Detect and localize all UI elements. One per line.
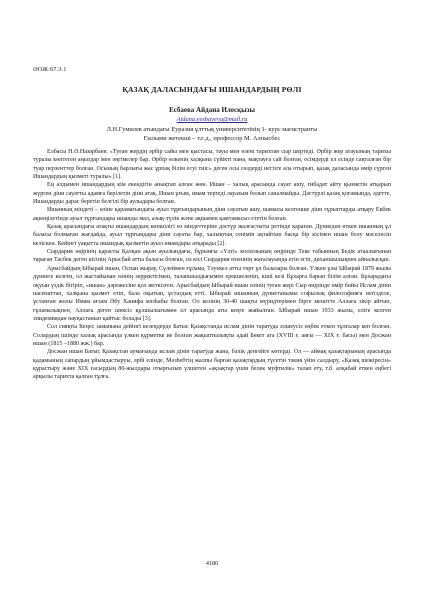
article-body bbox=[33, 148, 391, 382]
page-number: 4180 bbox=[205, 560, 219, 567]
body-paragraph: Сырдария өңірінің қарасты Қалқан ақын ауылындағы, бұрынғы «Үлгі» колхозының өңірінде Теке табынның Бедік атаалығынан тараған Тасбек деген кісінің Арысбай атты баласы болған, ол кісі Сырдария өзенінің жағалауында егін егіп, диханшылықпен айналысқан. bbox=[33, 249, 391, 264]
body-paragraph: Сол сияқты Кеңес заманына дейінгі кезеңдерде Батыс Қазақстанда ислам дінін таратуда әлшеусіз еңбек еткен тұлғалар кеп болған. Солардың ішінде халық арасында үлкен құрметке ие болған жақыптылықты адай Бекет ата (XVIII ғ. аяғы — XIX ғ. басы) мен Досжан ишан (1815 –1880 жж.) бар. bbox=[33, 324, 391, 347]
paper-title: ҚАЗАҚ ДАЛАСЫНДАҒЫ ИШАНДАРДЫҢ РӨЛІ bbox=[122, 85, 302, 94]
author-email-link[interactable]: Aidana.yesbayeva@mail.ru bbox=[176, 116, 248, 123]
body-paragraph: Досжан ишан Батыс Қазақстан аумағында ислам дінін таратуда жана, бәлік денгейге көтерді. Ол — аймақ қазақтарының арасында қадамының сапардың ұйымдастыруы, әрбі елінде, Мәзһебтің жалпы барған қазақтардың түсетін тәкия үйін салдыру, «Қазақ шежіресін» құрастыру және XIX ғасырдың 80-жылдары отырғызып үлшетен «ақзақтар үшін белек муфтилік» талап ету, т.б. алқабай еткен еңбегі арқылы тарихта қалған тұлға. bbox=[33, 349, 391, 381]
supervisor-line: Ғылыми жетекші – т.ғ.д., профессор М. Алпысбес bbox=[143, 135, 281, 142]
affiliation-line: Л.Н.Гумилев атындағы Еуразия ұлттық университетінің 1- курс магистранты bbox=[106, 126, 318, 133]
author-name: Есбаева Айдана Илесқызы bbox=[169, 106, 255, 114]
body-paragraph: Қазақ арасындағы атақты ишандардың көпшілігі өз міндеттеріне дәстүр жалғастыты ретінде қараған. Дүниеден өткен ишанның ұл баласы болмаған жағдайда, ауыл тұрғындары діни сауаты бар, халықтың сенімін ақтайтын басқа бір кісімен ишан болу мәселесін келіскен. Кейінгі уақытта ишандық қызметін ауыл имамдары атқарады [2]. bbox=[33, 224, 391, 247]
body-paragraph: Елбасы Н.Ә.Назарбаев: «Туған жердің әрбір сайы мен қыстасы, тауы мен өзені тарихтан сыр шертеді. Әрбір жер атауының тарихы туралы көптеген аңыздар мен әңгімелер бар. Әрбір өлкенің халқына сүйікті пана, мақтауға сай болған, есімдерді ел есінде сақталған бір туар перзенттер болған. Осының барлығы жас ұрпақ білім есуі тиіс» деген осы сөздерді негізге ала отырып, қазақ даласында өмір сүрген Ишандардың қызметі туралы» [1]. bbox=[33, 149, 391, 181]
affiliation-block bbox=[0, 125, 424, 143]
body-paragraph: Ишанның міндеті – өзіне қарамағындағы ауыл тұрғындарының діни сауатын ашу, шамасы келгенше діни ғұрыптарды атқару Екбек ақкөңілетінде ауыл тұрғындары ишанды мал, азық-түлік және ақшамен қамтамасыз ететін болған. bbox=[33, 207, 391, 222]
body-paragraph: Арысбайдың Ыбырай ишан, Оспан жырау, Сүлеймен ғұлама, Тәуекел атты төрт ұл балалары болған. Үлкен ұлы Ыбырай 1879 жылы дүниеге келген, ол жастайынан өзінің зерректігімен, талапшылдығымен ерекшеленіп, кіші кезі Бұхарға барып білім алған. Бұхарадағы оқуын үздік бітіріп, «ишан» дәрежесіне қол жеткізген. Арысбайдың Ыбырай ишан өзінің туған жері Сыр өңірінде өмір бойы Ислам дінін насихаттап, халқына қызмет етіп, бала оқытып, ұстаздық етті. Ыбырай ишанның дүниетанымы софылық философияға негізделе, ұстанған жолы Имам ағзам Әбу Ханифа мәзһабы болған. Ол кезінің 30-40 шақты мүридтерімен бірге мешітте Аллаға зікір айтып, ғұламалықпен, Аллаға деген шексіз құлшылығымен ел арасында аты кеңге жайылған. Ыбырай ишан 1933 жылы, еліге келген эпидемиядан науқастанып қайтыс болады [3]. bbox=[33, 265, 391, 322]
body-paragraph: Ең алдымен ишандардың кім екендігін анықтап алған жөн. Ишан – халық арасында сауат ашу, ғибадат айту қызметін атқарып жүрген діни сауатты адамға берілетін діни атақ. Ишан ұғым, имам тергеді лауазым болып саналмайды. Дәстүрлі қазақ қоғамында, әдетте, Ишандарды дарас беретін белгілі бір аулыдары болған. bbox=[33, 182, 391, 206]
udc-code: ӘОЖ:67.3.1 bbox=[33, 66, 67, 73]
